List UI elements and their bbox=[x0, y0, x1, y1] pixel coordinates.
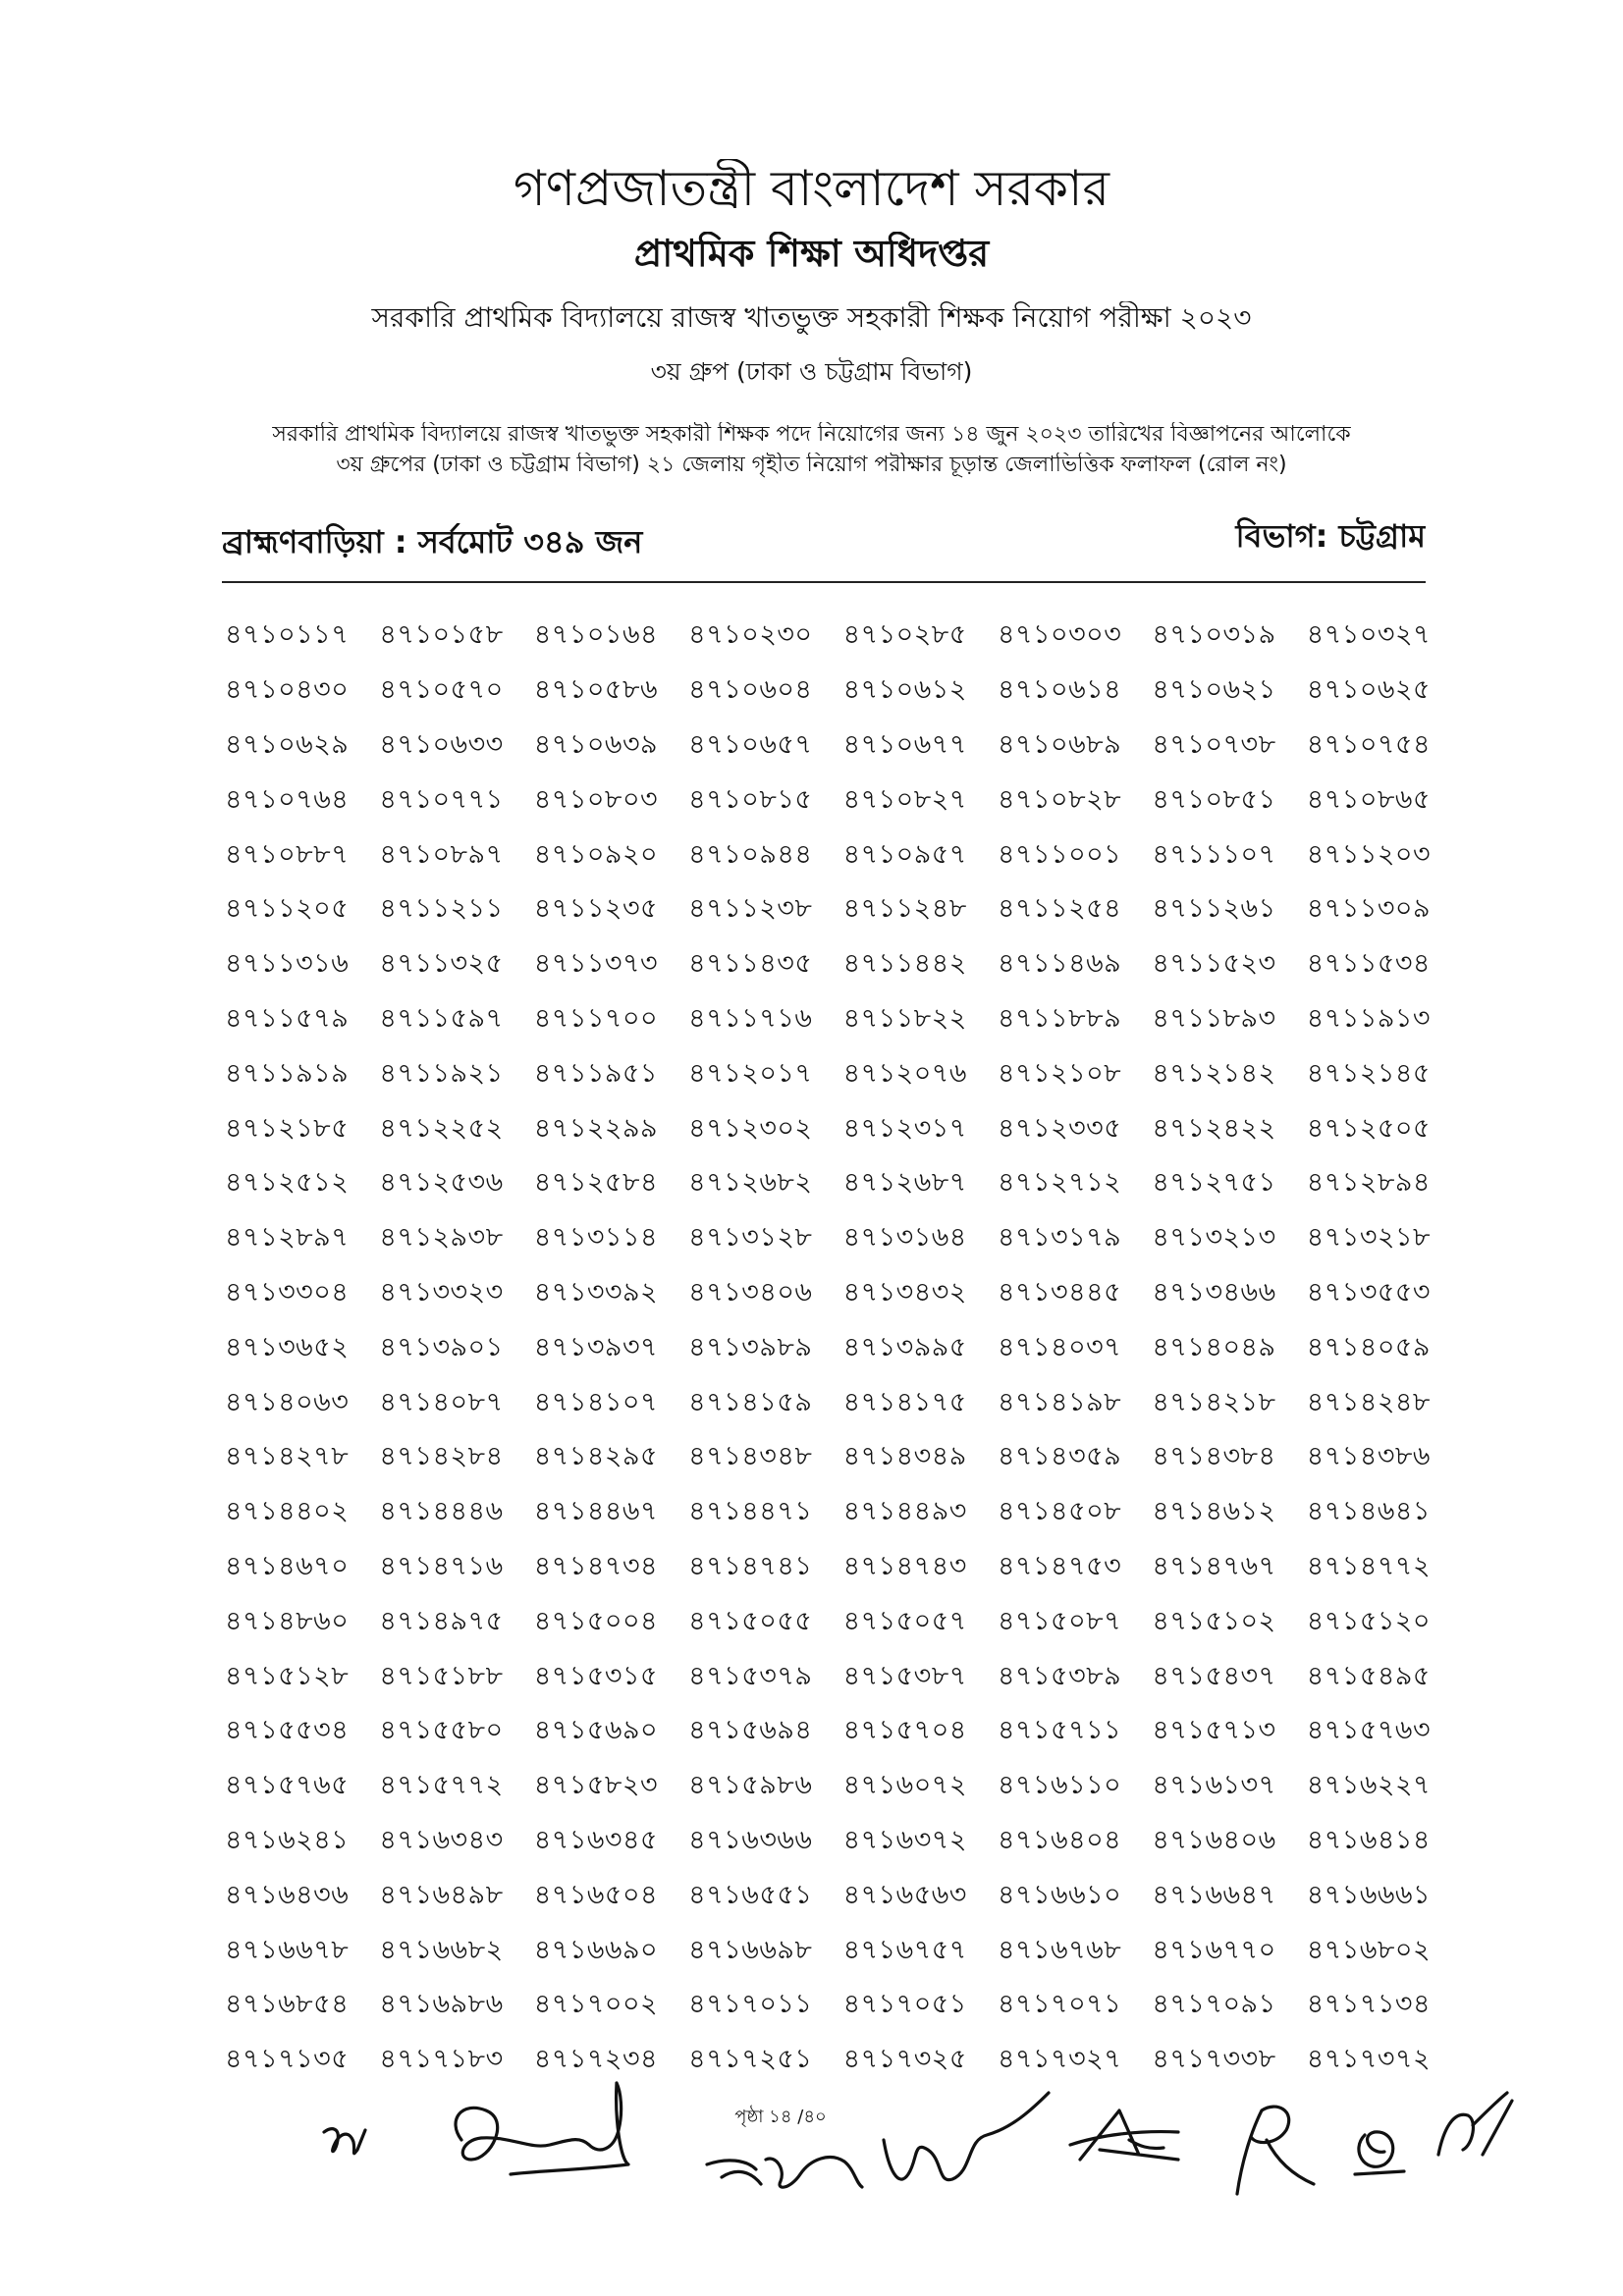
roll-number: ৪৭১৪৭৫৩ bbox=[997, 1550, 1122, 1581]
roll-number: ৪৭১৬৭৭০ bbox=[1152, 1934, 1276, 1965]
roll-number: ৪৭১৩৪৩২ bbox=[842, 1276, 967, 1308]
roll-number: ৪৭১১৩১৬ bbox=[225, 948, 350, 980]
signature-mark bbox=[1355, 2132, 1404, 2174]
roll-number: ৪৭১৭০০২ bbox=[533, 1989, 659, 2020]
roll-number: ৪৭১১৯৫১ bbox=[533, 1057, 658, 1089]
roll-number: ৪৭১৫৭৭২ bbox=[379, 1770, 504, 1801]
district-heading: ব্রাহ্মণবাড়িয়া : সর্বমোট ৩৪৯ জন bbox=[222, 523, 643, 561]
roll-number: ৪৭১৪০৬৩ bbox=[225, 1386, 350, 1417]
exam-title: সরকারি প্রাথমিক বিদ্যালয়ে রাজস্ব খাতভুক্ত সহকারী শিক্ষক নিয়োগ পরীক্ষা ২০২৩ bbox=[371, 301, 1252, 334]
roll-number: ৪৭১৫৩৮৯ bbox=[997, 1660, 1122, 1691]
roll-number: ৪৭১৩৬৫২ bbox=[225, 1331, 350, 1362]
roll-number: ৪৭১৪৬৭০ bbox=[225, 1550, 350, 1581]
signature-mark bbox=[707, 2158, 862, 2188]
roll-row bbox=[225, 1486, 1466, 1541]
roll-row bbox=[225, 1212, 1466, 1267]
roll-number: ৪৭১১২৫৪ bbox=[997, 893, 1122, 925]
signature-mark bbox=[1237, 2107, 1314, 2194]
roll-number: ৪৭১৬১৩৭ bbox=[1152, 1770, 1276, 1801]
roll-number: ৪৭১০৬২৯ bbox=[225, 728, 350, 760]
roll-number: ৪৭১৫৪৩৭ bbox=[1152, 1660, 1276, 1691]
roll-number: ৪৭১২৫০৫ bbox=[1306, 1112, 1431, 1144]
roll-number: ৪৭১৬২৪১ bbox=[225, 1824, 350, 1855]
roll-number: ৪৭১৫৩৭৯ bbox=[688, 1660, 813, 1691]
roll-number: ৪৭১২৯৩৮ bbox=[379, 1222, 504, 1254]
roll-number: ৪৭১৪৪৪৬ bbox=[379, 1496, 504, 1527]
roll-number: ৪৭১৪২৯৫ bbox=[533, 1441, 658, 1472]
roll-number: ৪৭১৪০৪৯ bbox=[1152, 1331, 1276, 1362]
roll-number: ৪৭১৭৩২৫ bbox=[842, 2044, 967, 2075]
roll-number: ৪৭১৩২১৩ bbox=[1152, 1222, 1276, 1254]
government-title: গণপ্রজাতন্ত্রী বাংলাদেশ সরকার bbox=[514, 160, 1109, 217]
roll-number: ৪৭১৭০৫১ bbox=[842, 1989, 967, 2020]
roll-number: ৪৭১০৮২৭ bbox=[842, 783, 967, 815]
roll-row bbox=[225, 1979, 1466, 2034]
roll-number: ৪৭১২৪২২ bbox=[1152, 1112, 1276, 1144]
roll-number: ৪৭১১৯১৯ bbox=[225, 1057, 350, 1089]
roll-number: ৪৭১০৯৪৪ bbox=[688, 838, 813, 870]
roll-number: ৪৭১৫৩৮৭ bbox=[842, 1660, 967, 1691]
roll-number: ৪৭১৩৯০১ bbox=[379, 1331, 504, 1362]
roll-number: ৪৭১৫১২০ bbox=[1306, 1605, 1431, 1636]
roll-number: ৪৭১৬৩৭২ bbox=[842, 1824, 967, 1855]
roll-row bbox=[225, 774, 1466, 828]
roll-number: ৪৭১১৯১৩ bbox=[1306, 1002, 1431, 1034]
roll-number: ৪৭১৫৮২৩ bbox=[533, 1770, 659, 1801]
roll-number: ৪৭১৬৮০২ bbox=[1306, 1934, 1432, 1965]
roll-number: ৪৭১২৮৯৪ bbox=[1306, 1167, 1431, 1199]
roll-number: ৪৭১৪৪০২ bbox=[225, 1496, 350, 1527]
roll-number: ৪৭১৬৪০৬ bbox=[1152, 1824, 1276, 1855]
roll-number: ৪৭১১৩২৫ bbox=[379, 948, 504, 980]
roll-number: ৪৭১৫১০২ bbox=[1152, 1605, 1276, 1636]
roll-number: ৪৭১৩৯৩৭ bbox=[533, 1331, 659, 1362]
roll-row bbox=[225, 1267, 1466, 1322]
roll-number: ৪৭১১৯২১ bbox=[379, 1057, 504, 1089]
roll-number: ৪৭১৪৪৬৭ bbox=[533, 1496, 659, 1527]
roll-number: ৪৭১৬৪০৪ bbox=[997, 1824, 1122, 1855]
roll-number: ৪৭১৭২৩৪ bbox=[533, 2044, 659, 2075]
roll-number: ৪৭১৩১২৮ bbox=[688, 1222, 813, 1254]
roll-number: ৪৭১২০৭৬ bbox=[842, 1057, 967, 1089]
roll-number: ৪৭১৫৬৯৪ bbox=[688, 1715, 813, 1746]
roll-row bbox=[225, 883, 1466, 938]
roll-number: ৪৭১৪২১৮ bbox=[1152, 1386, 1276, 1417]
roll-number: ৪৭১৩২১৮ bbox=[1306, 1222, 1431, 1254]
roll-number: ৪৭১৭৩৭২ bbox=[1306, 2044, 1432, 2075]
roll-number: ৪৭১৫০৫৭ bbox=[842, 1605, 967, 1636]
roll-number: ৪৭১১০০১ bbox=[997, 838, 1122, 870]
roll-number: ৪৭১২১০৮ bbox=[997, 1057, 1122, 1089]
roll-row bbox=[225, 665, 1466, 720]
roll-number: ৪৭১৫৪৯৫ bbox=[1306, 1660, 1431, 1691]
roll-number: ৪৭১১৭১৬ bbox=[688, 1002, 813, 1034]
roll-number: ৪৭১৫১২৮ bbox=[225, 1660, 350, 1691]
roll-row bbox=[225, 1650, 1466, 1705]
roll-number: ৪৭১৪৩৫৯ bbox=[997, 1441, 1122, 1472]
roll-number: ৪৭১৭০৯১ bbox=[1152, 1989, 1276, 2020]
roll-row bbox=[225, 720, 1466, 774]
roll-row bbox=[225, 1321, 1466, 1376]
roll-number: ৪৭১১২০৫ bbox=[225, 893, 350, 925]
signature-mark bbox=[884, 2093, 1049, 2180]
roll-number: ৪৭১৫৭১৩ bbox=[1152, 1715, 1276, 1746]
signature-mark bbox=[1438, 2093, 1512, 2155]
roll-number: ৪৭১৪৪৭১ bbox=[688, 1496, 813, 1527]
roll-number: ৪৭১০৬১৪ bbox=[997, 674, 1122, 706]
roll-number: ৪৭১৬৬৯০ bbox=[533, 1934, 659, 1965]
roll-number: ৪৭১১৫২৩ bbox=[1152, 948, 1276, 980]
roll-number: ৪৭১০২৮৫ bbox=[842, 619, 967, 651]
roll-number: ৪৭১৪১৯৮ bbox=[997, 1386, 1122, 1417]
roll-number: ৪৭১৭০৭১ bbox=[997, 1989, 1122, 2020]
roll-number: ৪৭১২৮৯৭ bbox=[225, 1222, 350, 1254]
roll-number: ৪৭১২২৯৯ bbox=[533, 1112, 659, 1144]
roll-number: ৪৭১৬১১০ bbox=[997, 1770, 1122, 1801]
roll-number: ৪৭১০৬২১ bbox=[1152, 674, 1276, 706]
roll-number: ৪৭১৬৭৫৭ bbox=[842, 1934, 967, 1965]
roll-number: ৪৭১৬৩৬৬ bbox=[688, 1824, 813, 1855]
roll-number: ৪৭১৩৩০৪ bbox=[225, 1276, 350, 1308]
roll-number: ৪৭১৬৬৯৮ bbox=[688, 1934, 813, 1965]
group-title: ৩য় গ্রুপ (ঢাকা ও চট্টগ্রাম বিভাগ) bbox=[650, 357, 973, 386]
roll-number: ৪৭১১২০৩ bbox=[1306, 838, 1432, 870]
roll-number: ৪৭১৬৪১৪ bbox=[1306, 1824, 1431, 1855]
roll-number: ৪৭১৬৯৮৬ bbox=[379, 1989, 504, 2020]
roll-number: ৪৭১১২৪৮ bbox=[842, 893, 967, 925]
roll-number: ৪৭১৪২৪৮ bbox=[1306, 1386, 1431, 1417]
roll-row bbox=[225, 938, 1466, 993]
notice-line-1: সরকারি প্রাথমিক বিদ্যালয়ে রাজস্ব খাতভুক্ত সহকারী শিক্ষক পদে নিয়োগের জন্য ১৪ জুন ২০২৩ তারিখের বিজ্ঞাপনের আলোকে bbox=[272, 422, 1351, 447]
roll-number: ৪৭১৩৪৪৫ bbox=[997, 1276, 1122, 1308]
roll-row bbox=[225, 610, 1466, 665]
roll-number: ৪৭১১৫৯৭ bbox=[379, 1002, 504, 1034]
roll-number: ৪৭১০৬২৫ bbox=[1306, 674, 1432, 706]
roll-number: ৪৭১০৩১৯ bbox=[1152, 619, 1276, 651]
roll-number: ৪৭১৭৩২৭ bbox=[997, 2044, 1122, 2075]
roll-number: ৪৭১০১১৭ bbox=[225, 619, 350, 651]
roll-number: ৪৭১০২৩০ bbox=[688, 619, 813, 651]
roll-number: ৪৭১৪৪৯৩ bbox=[842, 1496, 967, 1527]
roll-number: ৪৭১০৮৮৭ bbox=[225, 838, 350, 870]
roll-number: ৪৭১৫৬৯০ bbox=[533, 1715, 659, 1746]
roll-number: ৪৭১৪৩৮৬ bbox=[1306, 1441, 1431, 1472]
roll-number: ৪৭১৪১০৭ bbox=[533, 1386, 659, 1417]
roll-number: ৪৭১০৭৩৮ bbox=[1152, 728, 1276, 760]
roll-number: ৪৭১৪৩৪৮ bbox=[688, 1441, 813, 1472]
roll-number: ৪৭১৪৩৪৯ bbox=[842, 1441, 967, 1472]
roll-number: ৪৭১৪০৮৭ bbox=[379, 1386, 504, 1417]
roll-number: ৪৭১২১৪২ bbox=[1152, 1057, 1276, 1089]
roll-number: ৪৭১২৫৩৬ bbox=[379, 1167, 504, 1199]
roll-number: ৪৭১৪৬৪১ bbox=[1306, 1496, 1431, 1527]
roll-number: ৪৭১৪৭৪১ bbox=[688, 1550, 813, 1581]
roll-number: ৪৭১৬৬৮২ bbox=[379, 1934, 504, 1965]
roll-number: ৪৭১০৮১৫ bbox=[688, 783, 813, 815]
roll-number: ৪৭১৪৫০৮ bbox=[997, 1496, 1122, 1527]
roll-number: ৪৭১০৭৬৪ bbox=[225, 783, 350, 815]
department-title: প্রাথমিক শিক্ষা অধিদপ্তর bbox=[633, 232, 990, 275]
roll-number: ৪৭১৬৪৩৬ bbox=[225, 1879, 350, 1910]
signature-mark bbox=[324, 2129, 365, 2154]
roll-number: ৪৭১৫৭৬৫ bbox=[225, 1770, 350, 1801]
roll-number: ৪৭১৬৫৬৩ bbox=[842, 1879, 967, 1910]
roll-number: ৪৭১৬৬৬১ bbox=[1306, 1879, 1432, 1910]
roll-number: ৪৭১২৩১৭ bbox=[842, 1112, 967, 1144]
roll-number: ৪৭১১৮২২ bbox=[842, 1002, 967, 1034]
roll-number: ৪৭১৩৯৯৫ bbox=[842, 1331, 967, 1362]
roll-number: ৪৭১৫৩১৫ bbox=[533, 1660, 658, 1691]
notice-line-2: ৩য় গ্রুপের (ঢাকা ও চট্টগ্রাম বিভাগ) ২১ জেলায় গৃহীত নিয়োগ পরীক্ষার চূড়ান্ত জেলাভিত্তিক ফলাফল (রোল নং) bbox=[336, 453, 1287, 477]
roll-number: ৪৭১০৮৬৫ bbox=[1306, 783, 1431, 815]
roll-number: ৪৭১১২১১ bbox=[379, 893, 504, 925]
roll-number: ৪৭১৩৩২৩ bbox=[379, 1276, 504, 1308]
roll-number: ৪৭১৬২২৭ bbox=[1306, 1770, 1432, 1801]
roll-number: ৪৭১৫৭৬৩ bbox=[1306, 1715, 1432, 1746]
roll-number: ৪৭১২১৮৫ bbox=[225, 1112, 350, 1144]
roll-number: ৪৭১৪০৫৯ bbox=[1306, 1331, 1431, 1362]
roll-number: ৪৭১৬৪৯৮ bbox=[379, 1879, 504, 1910]
roll-number: ৪৭১০৭৭১ bbox=[379, 783, 504, 815]
roll-number: ৪৭১৪৬১২ bbox=[1152, 1496, 1276, 1527]
roll-number: ৪৭১১৫৩৪ bbox=[1306, 948, 1431, 980]
roll-number: ৪৭১১৪৬৯ bbox=[997, 948, 1122, 980]
roll-number: ৪৭১১২৬১ bbox=[1152, 893, 1276, 925]
roll-number: ৪৭১৬৬৪৭ bbox=[1152, 1879, 1276, 1910]
roll-number: ৪৭১৪৭৬৭ bbox=[1152, 1550, 1276, 1581]
roll-number: ৪৭১০৩২৭ bbox=[1306, 619, 1432, 651]
roll-row bbox=[225, 1431, 1466, 1486]
roll-number: ৪৭১৪৭৭২ bbox=[1306, 1550, 1432, 1581]
roll-row bbox=[225, 2034, 1466, 2089]
roll-number: ৪৭১৫৭১১ bbox=[997, 1715, 1122, 1746]
roll-number: ৪৭১১৫৭৯ bbox=[225, 1002, 350, 1034]
roll-row bbox=[225, 1376, 1466, 1431]
roll-number: ৪৭১৪১৭৫ bbox=[842, 1386, 967, 1417]
roll-row bbox=[225, 993, 1466, 1048]
signature-mark bbox=[1070, 2110, 1178, 2160]
roll-number: ৪৭১২০১৭ bbox=[688, 1057, 813, 1089]
roll-number: ৪৭১০৩০৩ bbox=[997, 619, 1122, 651]
roll-number: ৪৭১০৫৮৬ bbox=[533, 674, 659, 706]
roll-number: ৪৭১৬৫০৪ bbox=[533, 1879, 659, 1910]
roll-number: ৪৭১৫১৮৮ bbox=[379, 1660, 504, 1691]
roll-number: ৪৭১৬৫৫১ bbox=[688, 1879, 813, 1910]
roll-row bbox=[225, 1102, 1466, 1157]
roll-number: ৪৭১১৪৪২ bbox=[842, 948, 967, 980]
roll-number: ৪৭১৩১৬৪ bbox=[842, 1222, 967, 1254]
roll-number: ৪৭১০৬৫৭ bbox=[688, 728, 813, 760]
roll-number: ৪৭১৪৯৭৫ bbox=[379, 1605, 504, 1636]
roll-row bbox=[225, 1705, 1466, 1760]
roll-row bbox=[225, 1047, 1466, 1102]
roll-number: ৪৭১০৮৯৭ bbox=[379, 838, 504, 870]
roll-row bbox=[225, 828, 1466, 883]
roll-number: ৪৭১৩১১৪ bbox=[533, 1222, 658, 1254]
roll-number: ৪৭১০৬৭৭ bbox=[842, 728, 967, 760]
roll-number: ৪৭১০৬৩৯ bbox=[533, 728, 659, 760]
roll-number: ৪৭১৩৩৯২ bbox=[533, 1276, 659, 1308]
roll-number: ৪৭১২১৪৫ bbox=[1306, 1057, 1431, 1089]
roll-number: ৪৭১৪০৩৭ bbox=[997, 1331, 1122, 1362]
roll-number: ৪৭১১২৩৮ bbox=[688, 893, 813, 925]
roll-number: ৪৭১৩৫৫৩ bbox=[1306, 1276, 1431, 1308]
roll-number: ৪৭১২৩০২ bbox=[688, 1112, 813, 1144]
roll-number: ৪৭১২৭৫১ bbox=[1152, 1167, 1276, 1199]
roll-number: ৪৭১১৮৯৩ bbox=[1152, 1002, 1276, 1034]
roll-row bbox=[225, 1157, 1466, 1212]
roll-number: ৪৭১০৮০৩ bbox=[533, 783, 659, 815]
roll-number: ৪৭১০৬৩৩ bbox=[379, 728, 504, 760]
roll-number: ৪৭১৪৭৪৩ bbox=[842, 1550, 967, 1581]
roll-row bbox=[225, 1869, 1466, 1924]
roll-number: ৪৭১৩৯৮৯ bbox=[688, 1331, 813, 1362]
roll-number: ৪৭১৩৪৬৬ bbox=[1152, 1276, 1276, 1308]
roll-number: ৪৭১০১৬৪ bbox=[533, 619, 659, 651]
roll-number: ৪৭১৬৬১০ bbox=[997, 1879, 1122, 1910]
roll-number: ৪৭১০৯২০ bbox=[533, 838, 659, 870]
roll-number: ৪৭১৭২৫১ bbox=[688, 2044, 813, 2075]
roll-number: ৪৭১২৫৮৪ bbox=[533, 1167, 658, 1199]
roll-number: ৪৭১২৭১২ bbox=[997, 1167, 1122, 1199]
page-number: পৃষ্ঠা ১৪ /৪০ bbox=[734, 2107, 827, 2127]
roll-number: ৪৭১৭১৩৪ bbox=[1306, 1989, 1431, 2020]
roll-number: ৪৭১৭৩৩৮ bbox=[1152, 2044, 1276, 2075]
roll-row bbox=[225, 1595, 1466, 1650]
roll-number: ৪৭১৬৬৭৮ bbox=[225, 1934, 350, 1965]
roll-number: ৪৭১৫০০৪ bbox=[533, 1605, 659, 1636]
roll-number: ৪৭১২৬৮২ bbox=[688, 1167, 813, 1199]
roll-number: ৪৭১১৭০০ bbox=[533, 1002, 659, 1034]
roll-number: ৪৭১৬৩৪৩ bbox=[379, 1824, 504, 1855]
roll-number: ৪৭১১২৩৫ bbox=[533, 893, 659, 925]
roll-number: ৪৭১৪৩৮৪ bbox=[1152, 1441, 1276, 1472]
roll-number: ৪৭১৪৭১৬ bbox=[379, 1550, 504, 1581]
roll-number: ৪৭১৫০৮৭ bbox=[997, 1605, 1122, 1636]
roll-number: ৪৭১১৩০৯ bbox=[1306, 893, 1431, 925]
roll-number: ৪৭১৪১৫৯ bbox=[688, 1386, 813, 1417]
roll-number: ৪৭১৬০৭২ bbox=[842, 1770, 967, 1801]
roll-row bbox=[225, 1924, 1466, 1979]
roll-number: ৪৭১১৩৭৩ bbox=[533, 948, 659, 980]
roll-row bbox=[225, 1815, 1466, 1870]
roll-number: ৪৭১৭১৮৩ bbox=[379, 2044, 504, 2075]
roll-row bbox=[225, 1541, 1466, 1596]
roll-number: ৪৭১০৮৫১ bbox=[1152, 783, 1276, 815]
roll-number: ৪৭১০৭৫৪ bbox=[1306, 728, 1431, 760]
division-heading: বিভাগ: চট্টগ্রাম bbox=[1235, 517, 1426, 555]
roll-number: ৪৭১২৬৮৭ bbox=[842, 1167, 967, 1199]
roll-number: ৪৭১৬৮৫৪ bbox=[225, 1989, 350, 2020]
roll-number: ৪৭১৩১৭৯ bbox=[997, 1222, 1122, 1254]
roll-number: ৪৭১৬৭৬৮ bbox=[997, 1934, 1122, 1965]
roll-number: ৪৭১৫৫৮০ bbox=[379, 1715, 504, 1746]
roll-number: ৪৭১২৫১২ bbox=[225, 1167, 350, 1199]
roll-number: ৪৭১৫৯৮৬ bbox=[688, 1770, 813, 1801]
roll-number: ৪৭১১৪৩৫ bbox=[688, 948, 813, 980]
roll-number: ৪৭১১৮৮৯ bbox=[997, 1002, 1122, 1034]
roll-row bbox=[225, 1760, 1466, 1815]
roll-number: ৪৭১৭০১১ bbox=[688, 1989, 813, 2020]
signature-mark bbox=[456, 2083, 628, 2174]
roll-number: ৪৭১৬৩৪৫ bbox=[533, 1824, 659, 1855]
roll-number: ৪৭১০৫৭০ bbox=[379, 674, 504, 706]
roll-number: ৪৭১০১৫৮ bbox=[379, 619, 504, 651]
roll-number: ৪৭১৪৭৩৪ bbox=[533, 1550, 659, 1581]
roll-number: ৪৭১০৮২৮ bbox=[997, 783, 1122, 815]
roll-number-grid bbox=[225, 610, 1466, 2089]
roll-number: ৪৭১৫০৫৫ bbox=[688, 1605, 813, 1636]
roll-number: ৪৭১৭১৩৫ bbox=[225, 2044, 350, 2075]
roll-number: ৪৭১৪২৭৮ bbox=[225, 1441, 350, 1472]
roll-number: ৪৭১২৩৩৫ bbox=[997, 1112, 1122, 1144]
roll-number: ৪৭১৫৫৩৪ bbox=[225, 1715, 350, 1746]
roll-number: ৪৭১২২৫২ bbox=[379, 1112, 504, 1144]
roll-number: ৪৭১৫৭০৪ bbox=[842, 1715, 967, 1746]
heading-divider bbox=[222, 581, 1426, 583]
roll-number: ৪৭১০৪৩০ bbox=[225, 674, 350, 706]
roll-number: ৪৭১০৬০৪ bbox=[688, 674, 813, 706]
roll-number: ৪৭১৪২৮৪ bbox=[379, 1441, 504, 1472]
roll-number: ৪৭১০৬১২ bbox=[842, 674, 967, 706]
roll-number: ৪৭১১১০৭ bbox=[1152, 838, 1276, 870]
roll-number: ৪৭১০৯৫৭ bbox=[842, 838, 967, 870]
roll-number: ৪৭১০৬৮৯ bbox=[997, 728, 1122, 760]
roll-number: ৪৭১৪৮৬০ bbox=[225, 1605, 350, 1636]
roll-number: ৪৭১৩৪০৬ bbox=[688, 1276, 813, 1308]
